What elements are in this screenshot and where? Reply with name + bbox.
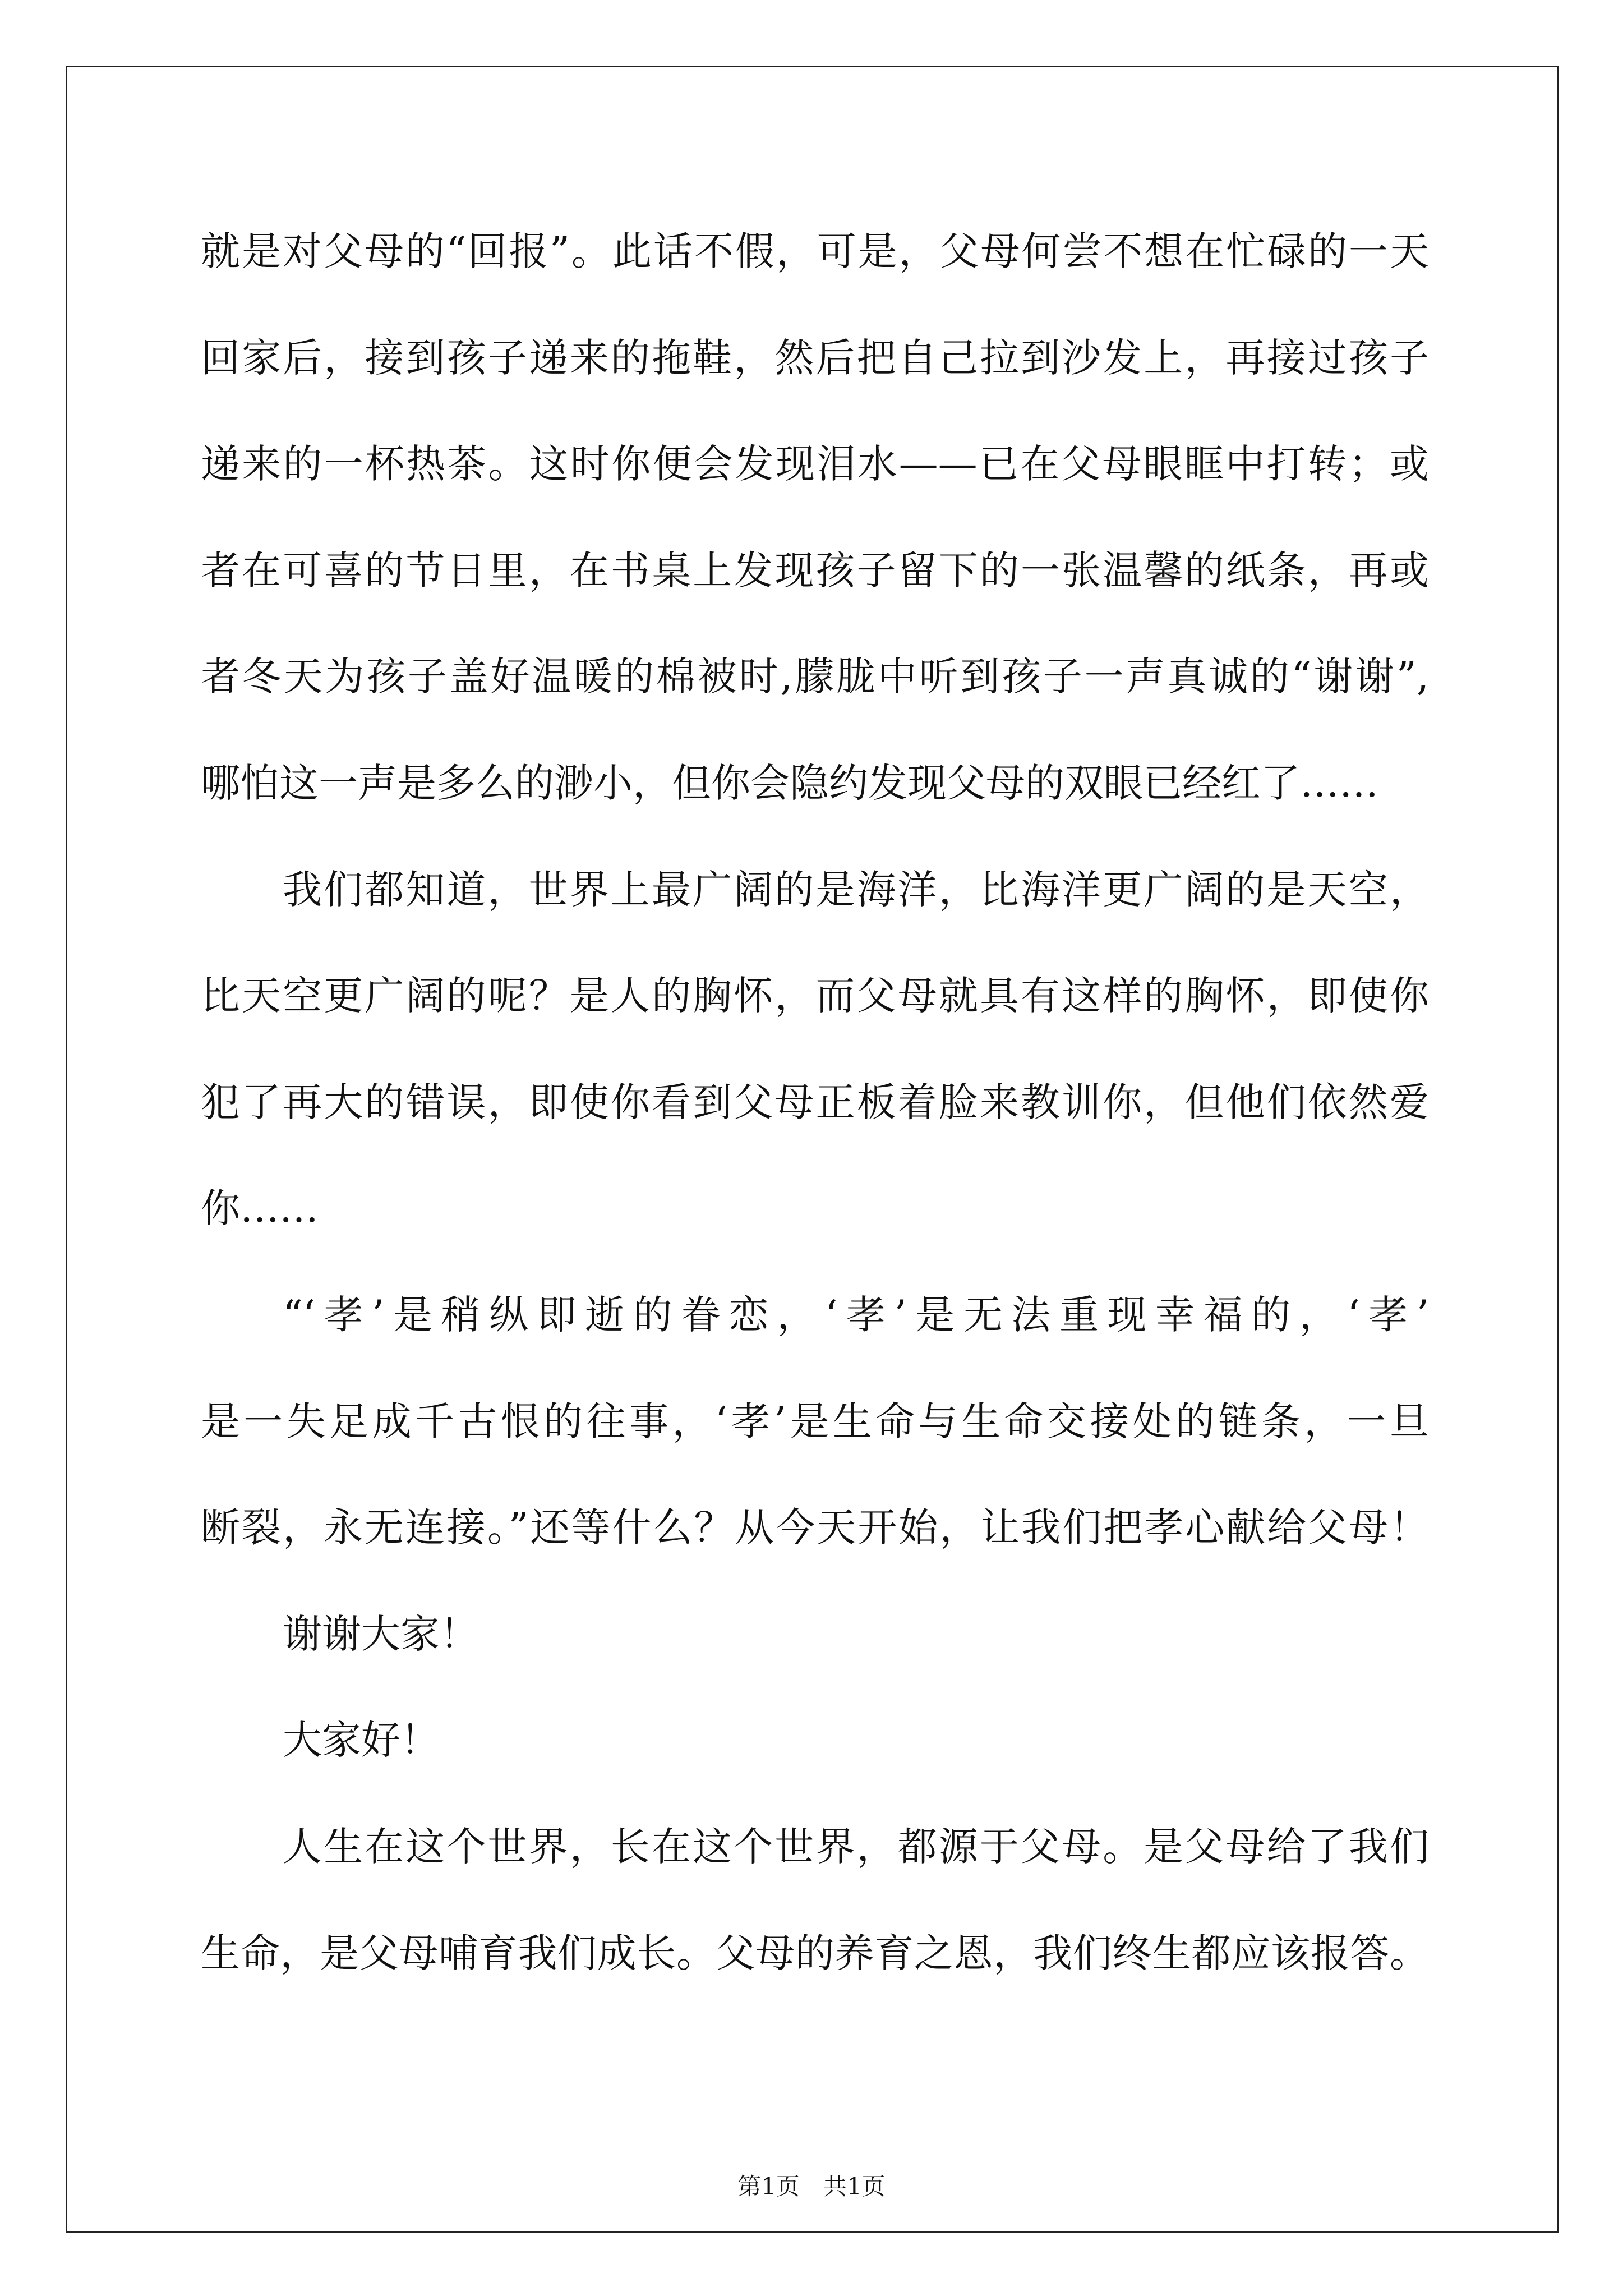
body-line: 生命，是父母哺育我们成长。父母的养育之恩，我们终生都应该报答。 — [201, 1930, 1429, 1976]
body-line: 哪怕这一声是多么的渺小，但你会隐约发现父母的双眼已经红了…… — [201, 760, 1378, 806]
body-line: 回家后，接到孩子递来的拖鞋，然后把自己拉到沙发上，再接过孩子 — [201, 334, 1429, 381]
body-line: 谢谢大家！ — [283, 1611, 479, 1657]
body-line: 我们都知道，世界上最广阔的是海洋，比海洋更广阔的是天空， — [283, 866, 1429, 913]
body-line: 你…… — [201, 1185, 319, 1232]
body-line: 就是对父母的“回报”。此话不假，可是，父母何尝不想在忙碌的一天 — [201, 228, 1429, 274]
document-body — [201, 199, 1429, 2007]
body-line: 犯了再大的错误，即使你看到父母正板着脸来教训你，但他们依然爱 — [201, 1079, 1429, 1125]
body-line: 比天空更广阔的呢？是人的胸怀，而父母就具有这样的胸怀，即使你 — [201, 973, 1429, 1019]
body-line: 大家好！ — [283, 1717, 440, 1764]
body-line: 者在可喜的节日里，在书桌上发现孩子留下的一张温馨的纸条，再或 — [201, 547, 1429, 593]
page-footer: 第1页 共1页 — [737, 2173, 886, 2200]
body-line: 人生在这个世界，长在这个世界，都源于父母。是父母给了我们 — [283, 1823, 1429, 1870]
body-line: 是一失足成千古恨的往事，‘孝’是生命与生命交接处的链条，一旦 — [201, 1398, 1429, 1444]
body-line: 者冬天为孩子盖好温暖的棉被时,朦胧中听到孩子一声真诚的“谢谢”, — [201, 654, 1429, 700]
body-line: 递来的一杯热茶。这时你便会发现泪水——已在父母眼眶中打转；或 — [201, 441, 1429, 487]
body-line: “‘孝’是稍纵即逝的眷恋，‘孝’是无法重现幸福的，‘孝’ — [283, 1291, 1429, 1338]
body-line: 断裂，永无连接。”还等什么？从今天开始，让我们把孝心献给父母！ — [201, 1504, 1429, 1551]
